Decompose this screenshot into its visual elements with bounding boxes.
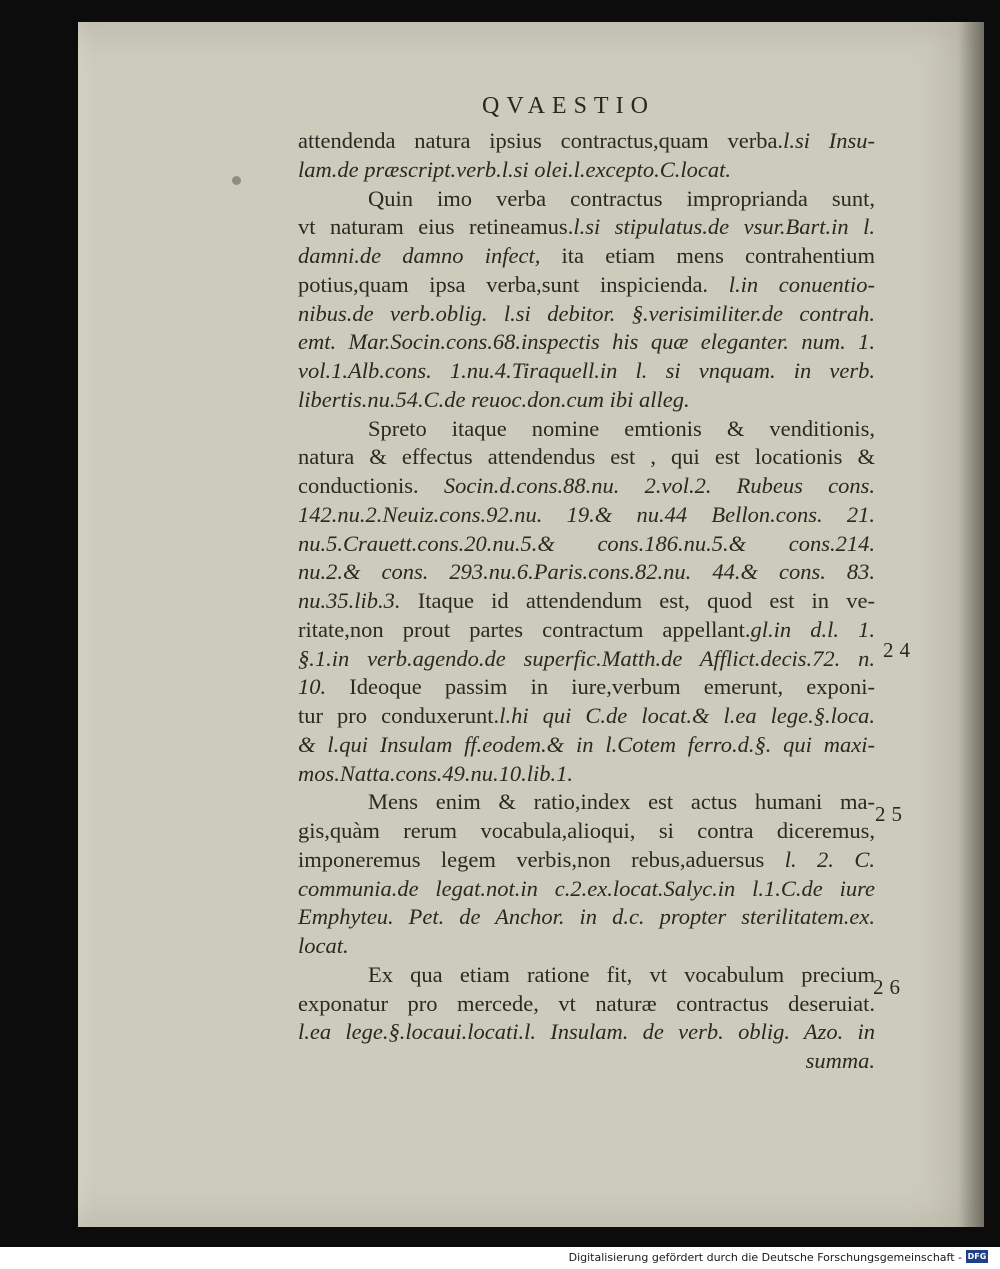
text-line (298, 213, 875, 241)
page-edge-shadow (958, 22, 984, 1227)
citation-text: 142.nu.2.Neuiz.cons.92.nu. 19.& nu.44 Bellon.cons. 21. (298, 501, 875, 527)
text-line (298, 846, 875, 874)
text-line (298, 300, 875, 328)
citation-text: nu.5.Crauett.cons.20.nu.5.& cons.186.nu.5.& cons.214. (298, 530, 875, 556)
body-text: imponeremus legem verbis,non rebus,aduersus (298, 846, 785, 872)
body-text: ita etiam mens contrahentium (540, 243, 876, 268)
citation-text: & l.qui Insulam ff.eodem.& in l.Cotem ferro.d.§. qui maxi- (298, 731, 875, 757)
body-text: conductionis. (298, 473, 444, 498)
body-text: ritate,non prout partes contractum appellant. (298, 616, 751, 642)
text-line (298, 932, 875, 960)
text-line (298, 271, 875, 299)
text-line (298, 645, 875, 673)
citation-text: mos.Natta.cons.49.nu.10.lib.1. (298, 760, 574, 786)
citation-text: §.1.in verb.agendo.de superfic.Matth.de Afflict.decis.72. n. (298, 645, 875, 671)
citation-text: communia.de legat.not.in c.2.ex.locat.Salyc.in l.1.C.de iure (298, 875, 875, 901)
body-text: potius,quam ipsa verba,sunt inspicienda. (298, 271, 729, 297)
text-line (298, 472, 875, 500)
citation-text: lam.de præscript.verb.l.si olei.l.excepto.C.locat. (298, 156, 732, 182)
text-line (298, 875, 875, 903)
text-line (298, 702, 875, 730)
citation-text: Socin.d.cons.88.nu. 2.vol.2. Rubeus cons. (443, 473, 875, 498)
citation-text: l.in conuentio- (728, 271, 875, 297)
text-line (298, 903, 875, 931)
body-text: attendenda natura ipsius contractus,quam verba. (298, 128, 784, 153)
citation-text: 10. (298, 674, 327, 700)
body-text: natura & effectus attendendus est , qui est locationis & (298, 444, 875, 470)
text-line (368, 185, 875, 213)
text-line (368, 788, 875, 816)
text-line (298, 328, 875, 356)
text-line (298, 673, 875, 701)
footer-credit: Digitalisierung gefördert durch die Deutsche Forschungsgemeinschaft - (568, 1251, 962, 1264)
text-line (298, 587, 875, 615)
citation-text: damni.de damno infect, (298, 243, 541, 268)
margin-number-26: 26 (873, 975, 906, 999)
body-text: Spreto itaque nomine emtionis & venditionis, (368, 415, 875, 441)
body-text: tur pro conduxerunt. (298, 703, 500, 728)
text-line (298, 990, 875, 1018)
text-line (298, 386, 875, 414)
citation-text: nibus.de verb.oblig. l.si debitor. §.verisimiliter.de contrah. (298, 300, 875, 326)
text-line (298, 357, 875, 385)
text-line (298, 530, 875, 558)
text-line (298, 501, 875, 529)
citation-text: emt. Mar.Socin.cons.68.inspectis his quæ eleganter. num. 1. (298, 329, 875, 355)
body-text: Ideoque passim in iure,verbum emerunt, exponi- (326, 674, 875, 700)
citation-text: Emphyteu. Pet. de Anchor. in d.c. propter sterilitatem.ex. (298, 904, 875, 930)
text-line (298, 156, 875, 184)
text-line (298, 127, 875, 155)
citation-text: vol.1.Alb.cons. 1.nu.4.Tiraquell.in l. si vnquam. in verb. (298, 358, 875, 383)
body-text: Ex qua etiam ratione fit, vt vocabulum precium (368, 961, 875, 987)
citation-text: l.ea lege.§.locaui.locati.l. Insulam. de verb. oblig. Azo. in (298, 1019, 875, 1045)
margin-number-25: 25 (875, 802, 908, 826)
citation-text: l. 2. C. (784, 846, 876, 872)
pin-hole-mark (232, 176, 241, 185)
body-text: Itaque id attendendum est, quod est in ve- (400, 588, 875, 613)
text-line (368, 961, 875, 989)
dfg-logo: DFG (967, 1252, 987, 1261)
text-line (298, 242, 875, 270)
text-line (298, 817, 875, 845)
text-line (298, 731, 875, 759)
citation-text: nu.2.& cons. 293.nu.6.Paris.cons.82.nu. 44.& cons. 83. (298, 559, 875, 585)
margin-number-24: 24 (883, 638, 916, 662)
body-text: gis,quàm rerum vocabula,alioqui, si contra diceremus, (298, 818, 875, 843)
citation-text: l.hi qui C.de locat.& l.ea lege.§.loca. (499, 703, 875, 728)
text-line (298, 616, 875, 644)
text-line (368, 415, 875, 443)
citation-text: locat. (298, 933, 349, 958)
text-line (298, 443, 875, 471)
citation-text: l.si stipulatus.de vsur.Bart.in l. (573, 214, 875, 240)
citation-text: gl.in d.l. 1. (750, 616, 875, 642)
text-line (298, 760, 875, 788)
citation-text: l.si Insu- (783, 128, 875, 153)
text-line (298, 1018, 875, 1046)
body-text: vt naturam eius retineamus. (298, 214, 574, 240)
body-text: exponatur pro mercede, vt naturæ contractus deseruiat. (298, 990, 875, 1016)
citation-text: libertis.nu.54.C.de reuoc.don.cum ibi alleg. (298, 386, 690, 412)
body-text: Quin imo verba contractus improprianda sunt, (368, 185, 875, 211)
citation-text: summa. (805, 1048, 875, 1073)
citation-text: nu.35.lib.3. (298, 588, 401, 613)
text-line (298, 558, 875, 586)
body-text: Mens enim & ratio,index est actus humani ma- (368, 789, 875, 815)
running-head: QVAESTIO (482, 93, 655, 119)
text-line (298, 1047, 875, 1075)
